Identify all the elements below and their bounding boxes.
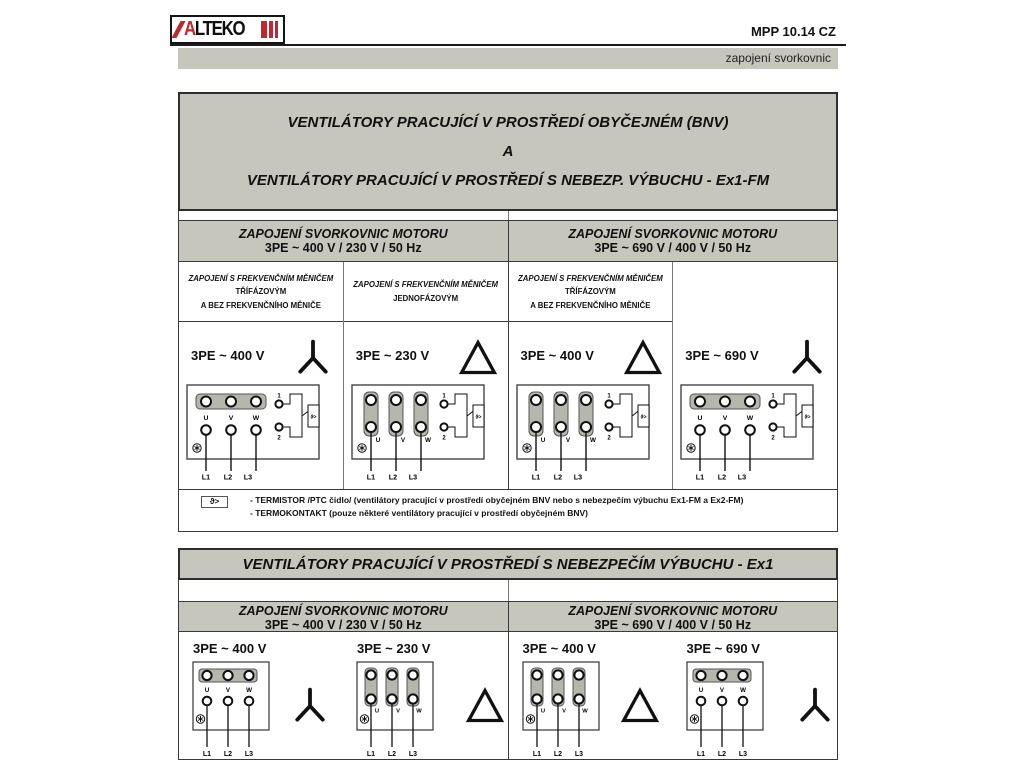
document-code: MPP 10.14 CZ [750,24,836,39]
logo-bars-icon [259,21,278,38]
svg-text:L2: L2 [387,751,397,758]
thermistor-symbol-box: ϑ> [201,496,228,508]
section1-spacer-row [178,211,838,220]
svg-text:ϑ>: ϑ> [639,414,647,421]
svg-text:2: 2 [442,435,446,442]
delta-terminal-diagram [351,384,501,482]
svg-text:L3: L3 [573,472,582,482]
svg-text:L1: L1 [532,751,541,758]
svg-text:1: 1 [442,393,446,400]
svg-text:V: V [400,437,405,444]
section1-title-line2: A [502,143,514,160]
delta-terminal-diagram [522,661,602,759]
svg-text:W: W [416,708,422,715]
svg-text:V: V [228,415,234,422]
section1-header-row [178,220,838,262]
svg-text:L1: L1 [366,751,376,758]
voltage-label: 3PE ~ 230 V [357,641,431,656]
section2-right-half [508,632,838,759]
svg-text:L1: L1 [202,751,212,758]
section2-header-left [179,602,508,631]
svg-text:V: V [225,687,231,694]
note-text [250,494,743,520]
svg-text:L2: L2 [223,472,233,482]
star-symbol-icon [795,686,835,726]
svg-text:L3: L3 [408,751,418,758]
star-terminal-diagram [186,384,336,482]
svg-text:2: 2 [606,435,611,442]
svg-text:1: 1 [277,393,281,400]
svg-text:2: 2 [771,435,775,442]
voltage-label: 3PE ~ 400 V [193,641,267,656]
note-line2: - TERMOKONTAKT (pouze některé ventilátory pracující v prostředí obyčejném BNV) [250,508,589,518]
subheader-empty [673,262,837,322]
header-voltage: 3PE ~ 690 V / 400 V / 50 Hz [594,618,752,632]
voltage-label: 3PE ~ 690 V [686,641,760,656]
svg-text:W: W [581,708,588,715]
svg-text:U: U [697,415,703,422]
svg-text:L3: L3 [243,472,253,482]
star-terminal-diagram [686,661,766,759]
section1-body [178,262,838,490]
svg-text:L2: L2 [223,751,233,758]
subtitle-label: zapojení svorkovnic [725,51,831,65]
note-line1: - TERMISTOR /PTC čidlo/ (ventilátory pracující v prostředí obyčejném BNV nebo s nebezpečím výbuchu Ex1-FM a Ex2-FM) [250,495,744,505]
header-voltage: 3PE ~ 690 V / 400 V / 50 Hz [594,241,752,255]
svg-text:V: V [719,687,724,694]
svg-text:L3: L3 [408,472,417,482]
svg-text:L1: L1 [201,472,211,482]
subheader-line: A BEZ FREKVENČNÍHO MĚNIČE [200,300,321,310]
delta-symbol-icon [458,338,498,378]
header-rule [170,44,846,46]
svg-text:U: U [540,708,545,715]
voltage-label: 3PE ~ 230 V [355,348,430,363]
voltage-label: 3PE ~ 400 V [191,348,265,363]
delta-terminal-diagram [516,384,666,482]
svg-text:L1: L1 [531,472,540,482]
section1-note-row [178,490,838,532]
subheader-line: TŘÍFÁZOVÝM [565,287,616,296]
svg-text:L1: L1 [366,472,375,482]
delta-symbol-icon [623,338,663,378]
section1-title-line3: VENTILÁTORY PRACUJÍCÍ V PROSTŘEDÍ S NEBEZP. VÝBUCHU - Ex1-FM [246,172,770,189]
svg-text:L3: L3 [738,751,747,758]
subheader-line: A BEZ FREKVENČNÍHO MĚNIČE [530,300,651,310]
star-terminal-diagram [680,384,830,482]
section1-column-1 [179,262,343,489]
header-caption: ZAPOJENÍ SVORKOVNIC MOTORU [568,604,778,618]
header-caption: ZAPOJENÍ SVORKOVNIC MOTORU [238,604,448,618]
subheader [179,262,343,322]
section2-left-half [179,632,508,759]
subheader-line: ZAPOJENÍ S FREKVENČNÍM MĚNIČEM [188,273,334,283]
header-voltage: 3PE ~ 400 V / 230 V / 50 Hz [264,618,422,632]
svg-text:U: U [375,437,381,444]
svg-text:1: 1 [606,393,611,400]
header-caption: ZAPOJENÍ SVORKOVNIC MOTORU [568,227,778,241]
svg-text:U: U [203,415,209,422]
section1-column-4 [672,262,837,489]
svg-text:L2: L2 [388,472,397,482]
section2-spacer-row [178,580,838,601]
delta-symbol-icon [620,686,660,726]
svg-text:L2: L2 [718,472,727,482]
logo-text: ALTEKO [184,18,245,40]
section1-title-line1: VENTILÁTORY PRACUJÍCÍ V PROSTŘEDÍ OBYČEJNÉM (BNV) [287,114,729,131]
header-caption: ZAPOJENÍ SVORKOVNIC MOTORU [238,227,448,241]
svg-text:V: V [561,708,566,715]
svg-text:L3: L3 [574,751,583,758]
delta-terminal-diagram [356,661,436,759]
section1-title-box [178,92,838,211]
svg-text:L2: L2 [717,751,726,758]
subheader [344,262,508,322]
subheader [509,262,673,322]
svg-text:ϑ>: ϑ> [804,414,811,421]
section1-column-2 [343,262,508,489]
svg-text:L2: L2 [553,751,562,758]
section1-header-left [179,221,508,261]
star-terminal-diagram [192,661,272,759]
subheader-line: ZAPOJENÍ S FREKVENČNÍM MĚNIČEM [353,280,498,290]
star-symbol-icon [787,338,827,378]
section2-header-right [508,602,838,631]
svg-text:U: U [540,437,545,444]
subheader-line: TŘÍFÁZOVÝM [235,287,287,296]
section1-header-right [508,221,838,261]
svg-text:V: V [722,415,728,422]
header-voltage: 3PE ~ 400 V / 230 V / 50 Hz [264,241,422,255]
svg-text:U: U [374,708,380,715]
svg-text:V: V [396,708,400,715]
delta-symbol-icon [465,686,505,726]
star-symbol-icon [293,338,333,378]
svg-text:L3: L3 [244,751,254,758]
subheader-line: JEDNOFÁZOVÝM [393,293,459,303]
section2-header-row [178,601,838,632]
svg-text:W: W [424,437,431,444]
svg-text:L3: L3 [738,472,747,482]
voltage-label: 3PE ~ 400 V [522,641,596,656]
svg-text:U: U [204,687,210,694]
section2-title: VENTILÁTORY PRACUJÍCÍ V PROSTŘEDÍ S NEBEZPEČÍM VÝBUCHU - Ex1 [242,555,774,573]
section2-body [178,632,838,760]
svg-text:W: W [739,687,746,694]
svg-text:L1: L1 [696,472,705,482]
alteko-logo [170,15,285,44]
svg-text:W: W [246,687,252,694]
svg-text:ϑ>: ϑ> [310,414,317,421]
voltage-label: 3PE ~ 400 V [520,348,594,363]
svg-text:W: W [589,437,596,444]
svg-text:W: W [252,415,260,422]
subtitle-bar [178,48,838,69]
svg-text:ϑ>: ϑ> [475,414,482,421]
svg-text:1: 1 [771,393,775,400]
svg-text:2: 2 [277,435,281,442]
section1-column-3 [508,262,673,489]
section2-title-box [178,548,838,580]
voltage-label: 3PE ~ 690 V [685,348,759,363]
star-symbol-icon [290,686,330,726]
svg-text:U: U [698,687,703,694]
subheader-line: ZAPOJENÍ S FREKVENČNÍM MĚNIČEM [518,273,663,283]
svg-text:L2: L2 [553,472,562,482]
svg-text:V: V [565,437,570,444]
svg-text:W: W [747,415,754,422]
svg-text:L1: L1 [696,751,705,758]
